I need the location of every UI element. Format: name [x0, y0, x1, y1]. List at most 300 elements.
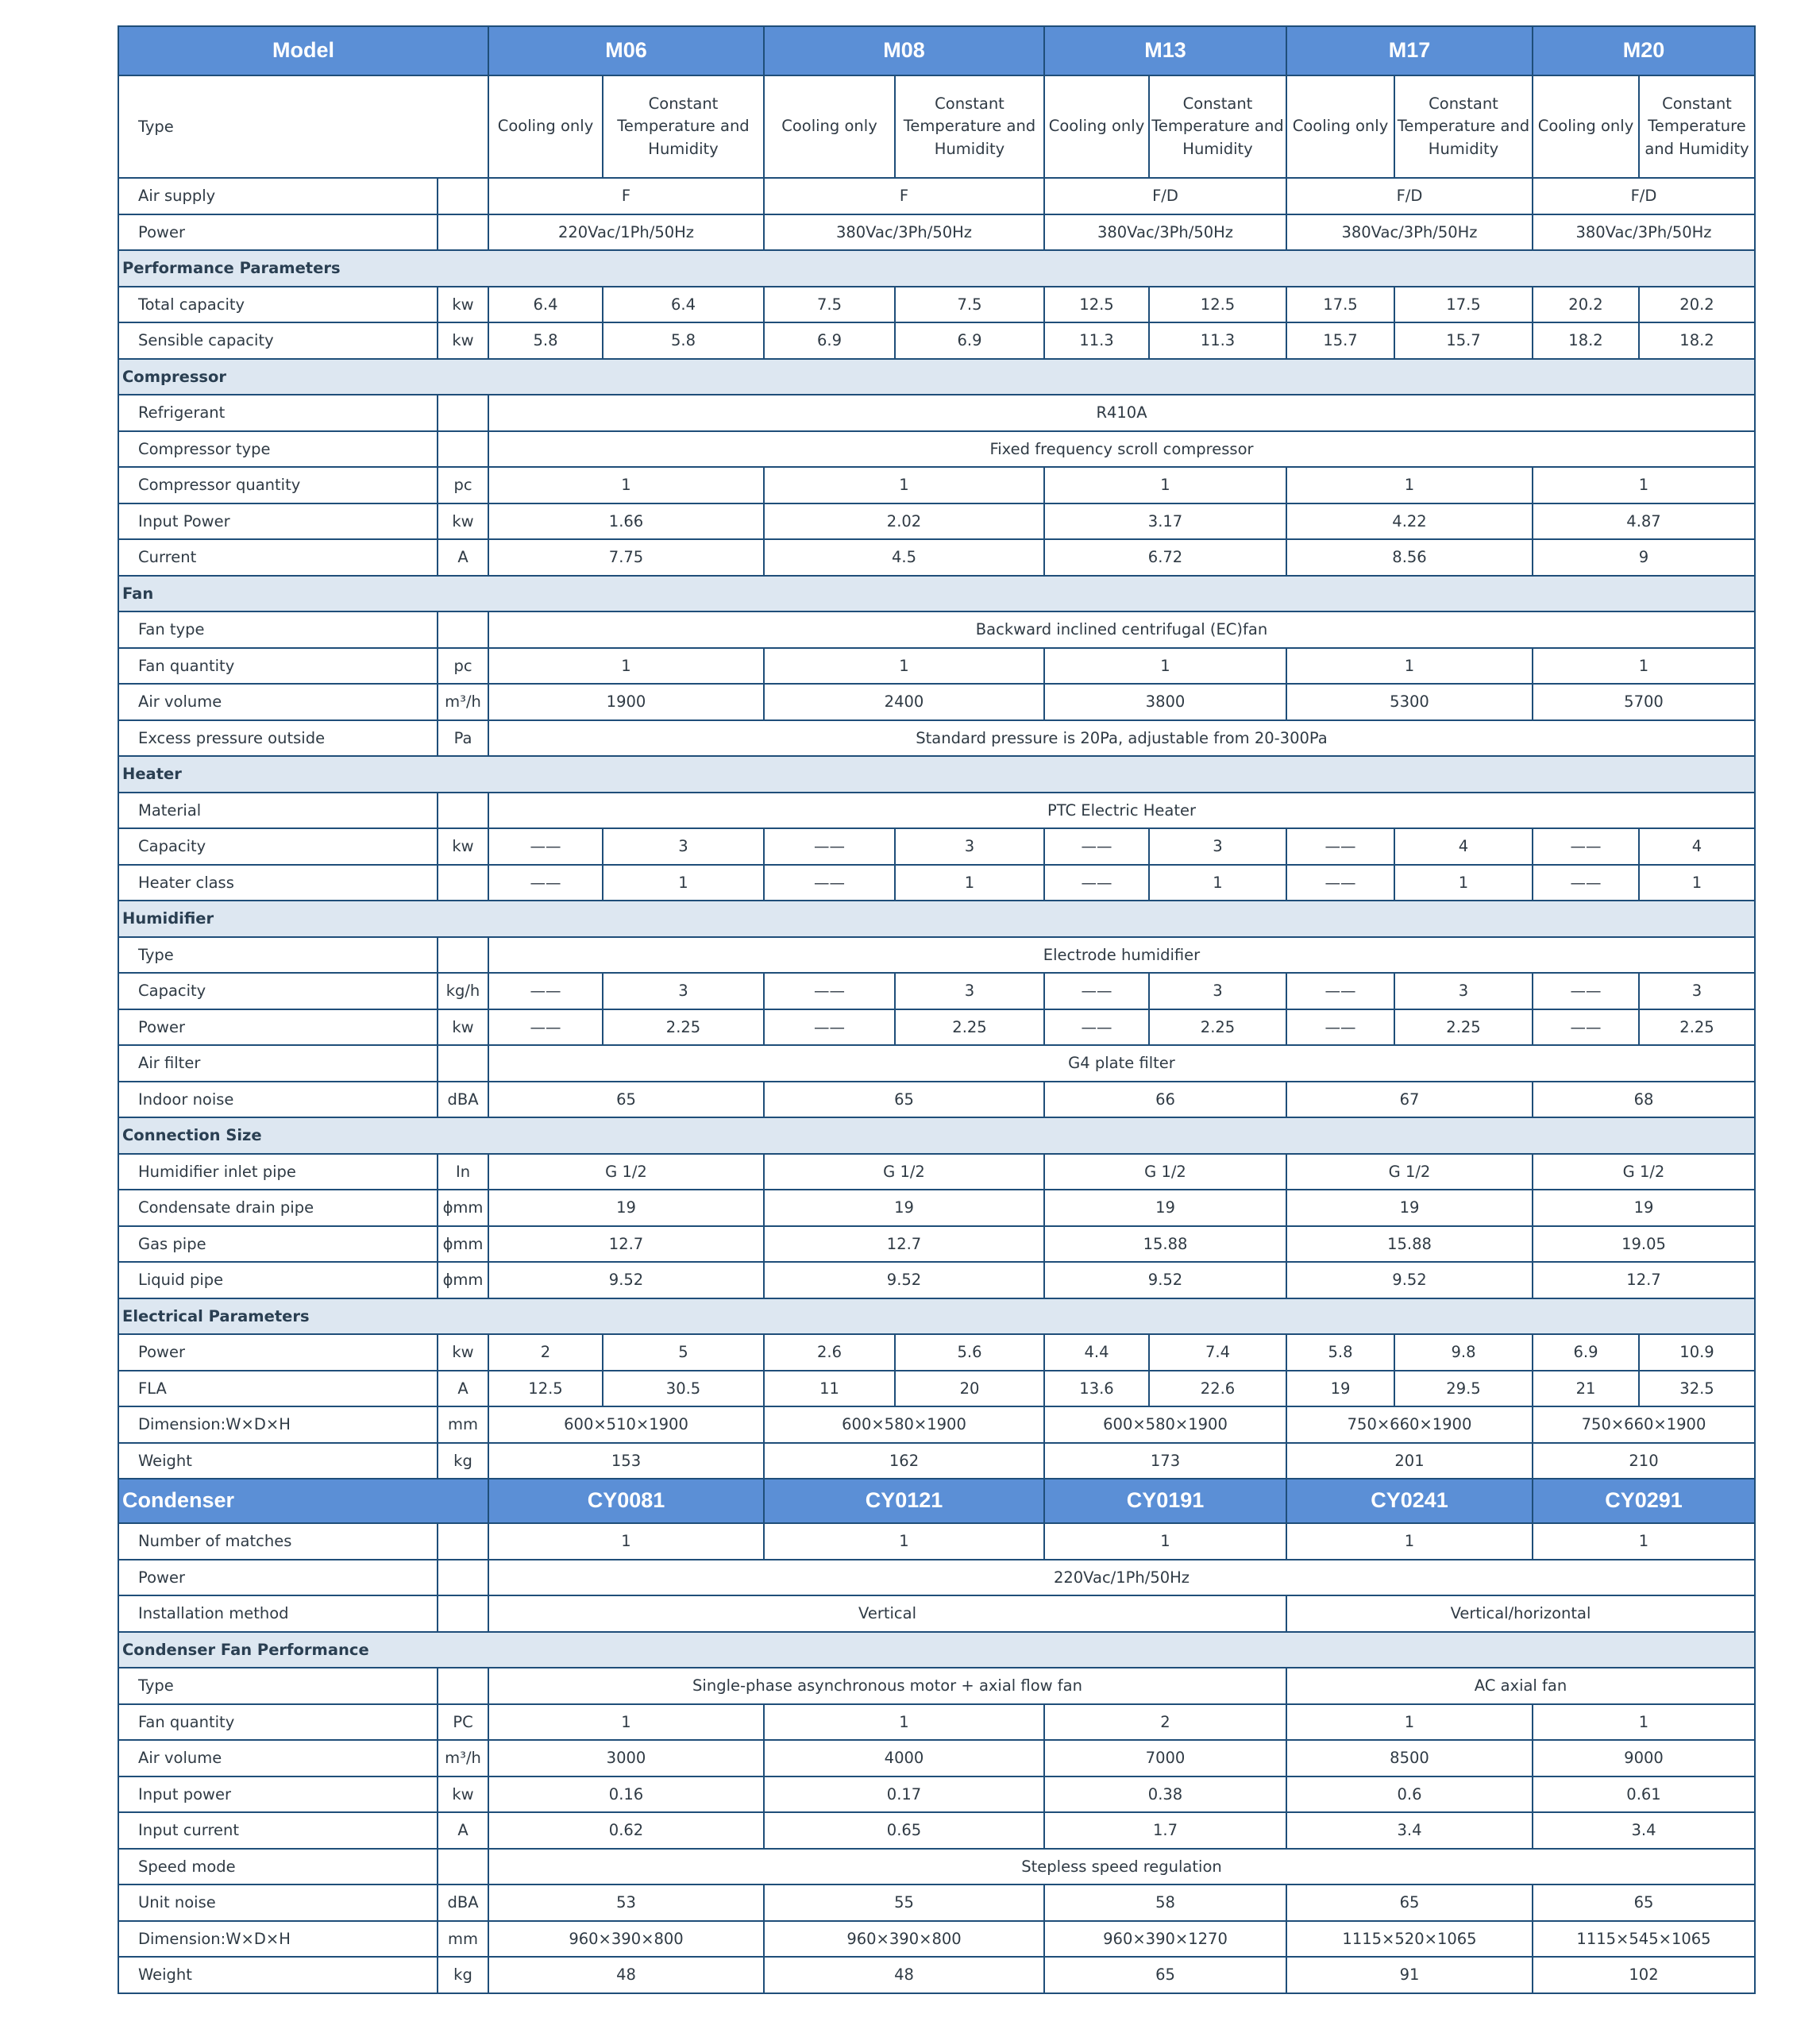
type-constant-temp-humidity: Constant Temperature and Humidity	[1394, 75, 1533, 178]
row-label: Condensate drain pipe	[118, 1190, 438, 1226]
value-cell: 8500	[1286, 1740, 1533, 1776]
row-unit	[438, 395, 488, 431]
value-cell-cooling: ——	[1286, 828, 1394, 865]
row-unit: kw	[438, 287, 488, 323]
value-cell: 68	[1533, 1082, 1755, 1118]
value-cell: 1.66	[488, 503, 764, 540]
section-header: Condenser Fan Performance	[118, 1632, 1755, 1668]
type-constant-temp-humidity: Constant Temperature and Humidity	[603, 75, 764, 178]
value-cell: 9.52	[764, 1262, 1044, 1298]
table-row	[118, 26, 1755, 75]
spec-table-body	[118, 26, 1755, 1993]
value-cell-constant: 32.5	[1639, 1371, 1755, 1407]
table-row	[118, 503, 1755, 540]
value-cell: 1	[1044, 1523, 1286, 1560]
value-cell: 750×660×1900	[1533, 1406, 1755, 1443]
value-cell-cooling: ——	[764, 865, 895, 901]
row-unit: In	[438, 1154, 488, 1190]
value-cell-constant: 22.6	[1149, 1371, 1286, 1407]
value-cell-constant: 29.5	[1394, 1371, 1533, 1407]
value-cell-cooling: 7.5	[764, 287, 895, 323]
row-unit: kg/h	[438, 973, 488, 1009]
value-cell: 65	[1286, 1884, 1533, 1921]
value-cell: F/D	[1533, 178, 1755, 214]
value-cell-cooling: 4.4	[1044, 1334, 1149, 1371]
value-cell-all: Stepless speed regulation	[488, 1849, 1755, 1885]
value-cell: G 1/2	[1286, 1154, 1533, 1190]
value-cell: 1	[764, 1704, 1044, 1741]
value-cell: 4000	[764, 1740, 1044, 1776]
row-label: Type	[118, 75, 488, 178]
value-cell: 65	[1044, 1957, 1286, 1993]
value-cell: 1115×545×1065	[1533, 1921, 1755, 1958]
table-row	[118, 1704, 1755, 1741]
row-unit: kg	[438, 1957, 488, 1993]
table-row	[118, 1082, 1755, 1118]
value-cell: 960×390×800	[488, 1921, 764, 1958]
value-cell: 3.4	[1533, 1812, 1755, 1849]
value-cell: 1	[764, 1523, 1044, 1560]
row-label: FLA	[118, 1371, 438, 1407]
row-label: Speed mode	[118, 1849, 438, 1885]
row-label: Refrigerant	[118, 395, 438, 431]
row-label: Power	[118, 1560, 438, 1596]
value-cell: 9.52	[1286, 1262, 1533, 1298]
table-row	[118, 1443, 1755, 1479]
type-constant-temp-humidity: Constant Temperature and Humidity	[1639, 75, 1755, 178]
table-row	[118, 75, 1755, 178]
value-cell-constant: 6.4	[603, 287, 764, 323]
value-cell: 4.5	[764, 539, 1044, 576]
section-header: Heater	[118, 756, 1755, 793]
row-label: Total capacity	[118, 287, 438, 323]
value-cell-constant: 5.8	[603, 322, 764, 359]
value-cell: 5700	[1533, 684, 1755, 720]
model-header-m20: M20	[1533, 26, 1755, 75]
value-cell-cooling: 11.3	[1044, 322, 1149, 359]
value-cell-all: Standard pressure is 20Pa, adjustable from 20-300Pa	[488, 720, 1755, 757]
value-cell-cooling: 15.7	[1286, 322, 1394, 359]
row-label: Air volume	[118, 684, 438, 720]
section-header: Fan	[118, 576, 1755, 612]
value-cell: 4.22	[1286, 503, 1533, 540]
value-cell-cooling: ——	[488, 973, 603, 1009]
table-row	[118, 1595, 1755, 1632]
table-row	[118, 1740, 1755, 1776]
value-cell: 173	[1044, 1443, 1286, 1479]
value-cell-cooling: 18.2	[1533, 322, 1639, 359]
table-row	[118, 214, 1755, 251]
table-row	[118, 178, 1755, 214]
type-cooling-only: Cooling only	[1286, 75, 1394, 178]
value-cell-constant: 1	[1149, 865, 1286, 901]
row-label: Material	[118, 793, 438, 829]
value-cell: 12.7	[1533, 1262, 1755, 1298]
row-label: Humidifier inlet pipe	[118, 1154, 438, 1190]
row-label: Weight	[118, 1957, 438, 1993]
value-cell-group: AC axial fan	[1286, 1668, 1755, 1704]
condenser-header-label: Condenser	[118, 1479, 488, 1523]
table-row	[118, 539, 1755, 576]
table-row	[118, 1479, 1755, 1523]
value-cell: 3000	[488, 1740, 764, 1776]
value-cell-constant: 3	[1149, 973, 1286, 1009]
value-cell-constant: 18.2	[1639, 322, 1755, 359]
value-cell: 600×580×1900	[764, 1406, 1044, 1443]
row-unit: dBA	[438, 1082, 488, 1118]
table-row	[118, 1776, 1755, 1813]
table-row	[118, 1009, 1755, 1046]
row-label: Capacity	[118, 973, 438, 1009]
value-cell: 1	[1286, 1523, 1533, 1560]
value-cell-cooling: 5.8	[488, 322, 603, 359]
value-cell-all: Fixed frequency scroll compressor	[488, 431, 1755, 468]
row-label: Gas pipe	[118, 1226, 438, 1263]
value-cell: 7000	[1044, 1740, 1286, 1776]
value-cell: 9.52	[1044, 1262, 1286, 1298]
row-label: Air filter	[118, 1045, 438, 1082]
condenser-header-cy0081: CY0081	[488, 1479, 764, 1523]
row-label: Heater class	[118, 865, 438, 901]
value-cell-cooling: ——	[1533, 865, 1639, 901]
table-row	[118, 250, 1755, 287]
table-row	[118, 1632, 1755, 1668]
table-row	[118, 1117, 1755, 1154]
value-cell-all: PTC Electric Heater	[488, 793, 1755, 829]
value-cell-constant: 30.5	[603, 1371, 764, 1407]
row-unit: Pa	[438, 720, 488, 757]
section-header: Performance Parameters	[118, 250, 1755, 287]
row-unit: m³/h	[438, 684, 488, 720]
value-cell: G 1/2	[764, 1154, 1044, 1190]
value-cell: 0.17	[764, 1776, 1044, 1813]
section-header: Compressor	[118, 359, 1755, 395]
value-cell-constant: 1	[1394, 865, 1533, 901]
value-cell-cooling: ——	[488, 1009, 603, 1046]
row-unit	[438, 793, 488, 829]
value-cell-cooling: ——	[1286, 1009, 1394, 1046]
value-cell: 67	[1286, 1082, 1533, 1118]
value-cell-cooling: 20.2	[1533, 287, 1639, 323]
value-cell: 1	[1286, 1704, 1533, 1741]
value-cell: 0.62	[488, 1812, 764, 1849]
value-cell: 1	[764, 648, 1044, 685]
row-unit	[438, 1523, 488, 1560]
row-label: Fan quantity	[118, 648, 438, 685]
value-cell-cooling: 6.4	[488, 287, 603, 323]
table-row	[118, 793, 1755, 829]
value-cell-cooling: 6.9	[1533, 1334, 1639, 1371]
value-cell: G 1/2	[1044, 1154, 1286, 1190]
value-cell-group: Single-phase asynchronous motor + axial flow fan	[488, 1668, 1286, 1704]
value-cell: 66	[1044, 1082, 1286, 1118]
row-label: Power	[118, 1334, 438, 1371]
value-cell-all: G4 plate filter	[488, 1045, 1755, 1082]
row-unit	[438, 611, 488, 648]
value-cell: 960×390×1270	[1044, 1921, 1286, 1958]
table-row	[118, 395, 1755, 431]
value-cell: 3.17	[1044, 503, 1286, 540]
section-header: Connection Size	[118, 1117, 1755, 1154]
table-row	[118, 287, 1755, 323]
value-cell-constant: 20	[895, 1371, 1044, 1407]
row-unit: kw	[438, 1334, 488, 1371]
value-cell: 9.52	[488, 1262, 764, 1298]
value-cell-cooling: 2	[488, 1334, 603, 1371]
value-cell-constant: 20.2	[1639, 287, 1755, 323]
row-unit: kw	[438, 503, 488, 540]
row-unit	[438, 178, 488, 214]
row-label: Excess pressure outside	[118, 720, 438, 757]
row-unit: mm	[438, 1406, 488, 1443]
value-cell-constant: 3	[895, 973, 1044, 1009]
value-cell: 5300	[1286, 684, 1533, 720]
row-unit	[438, 1560, 488, 1596]
value-cell: 1	[488, 1523, 764, 1560]
value-cell-constant: 3	[1394, 973, 1533, 1009]
row-unit: m³/h	[438, 1740, 488, 1776]
table-row	[118, 756, 1755, 793]
condenser-header-cy0121: CY0121	[764, 1479, 1044, 1523]
row-label: Fan type	[118, 611, 438, 648]
value-cell: 1	[1533, 1704, 1755, 1741]
value-cell: 220Vac/1Ph/50Hz	[488, 214, 764, 251]
value-cell: 750×660×1900	[1286, 1406, 1533, 1443]
value-cell: 7.75	[488, 539, 764, 576]
section-header: Humidifier	[118, 901, 1755, 937]
row-unit: mm	[438, 1921, 488, 1958]
table-row	[118, 359, 1755, 395]
row-unit: kw	[438, 1776, 488, 1813]
row-label: Sensible capacity	[118, 322, 438, 359]
value-cell: 2	[1044, 1704, 1286, 1741]
value-cell-constant: 10.9	[1639, 1334, 1755, 1371]
row-unit: kw	[438, 1009, 488, 1046]
value-cell: 102	[1533, 1957, 1755, 1993]
value-cell: F	[764, 178, 1044, 214]
spec-table	[118, 25, 1756, 1994]
value-cell-constant: 4	[1639, 828, 1755, 865]
value-cell: 1	[1044, 648, 1286, 685]
row-label: Liquid pipe	[118, 1262, 438, 1298]
row-unit	[438, 865, 488, 901]
table-row	[118, 1812, 1755, 1849]
value-cell-cooling: 5.8	[1286, 1334, 1394, 1371]
type-cooling-only: Cooling only	[1533, 75, 1639, 178]
table-row	[118, 576, 1755, 612]
value-cell: 380Vac/3Ph/50Hz	[1286, 214, 1533, 251]
value-cell: 19	[1044, 1190, 1286, 1226]
value-cell: 1	[488, 1704, 764, 1741]
table-row	[118, 1190, 1755, 1226]
table-row	[118, 648, 1755, 685]
value-cell: 58	[1044, 1884, 1286, 1921]
value-cell: 1	[488, 648, 764, 685]
value-cell: 0.16	[488, 1776, 764, 1813]
row-unit: A	[438, 539, 488, 576]
value-cell: 19	[1533, 1190, 1755, 1226]
value-cell: 1	[1533, 467, 1755, 503]
table-row	[118, 1045, 1755, 1082]
value-cell: 12.7	[488, 1226, 764, 1263]
value-cell: 162	[764, 1443, 1044, 1479]
value-cell-cooling: 21	[1533, 1371, 1639, 1407]
value-cell: 3.4	[1286, 1812, 1533, 1849]
value-cell-all: Backward inclined centrifugal (EC)fan	[488, 611, 1755, 648]
type-cooling-only: Cooling only	[1044, 75, 1149, 178]
row-unit: ϕmm	[438, 1262, 488, 1298]
table-row	[118, 1298, 1755, 1335]
value-cell: 1	[488, 467, 764, 503]
value-cell-group: Vertical/horizontal	[1286, 1595, 1755, 1632]
value-cell: 1	[1286, 648, 1533, 685]
row-unit: A	[438, 1371, 488, 1407]
value-cell-constant: 3	[603, 828, 764, 865]
value-cell-cooling: 6.9	[764, 322, 895, 359]
value-cell: 53	[488, 1884, 764, 1921]
table-row	[118, 1668, 1755, 1704]
value-cell-constant: 3	[895, 828, 1044, 865]
row-unit	[438, 214, 488, 251]
row-label: Dimension:W×D×H	[118, 1921, 438, 1958]
table-row	[118, 937, 1755, 974]
row-label: Input current	[118, 1812, 438, 1849]
value-cell: G 1/2	[488, 1154, 764, 1190]
value-cell: 6.72	[1044, 539, 1286, 576]
table-row	[118, 1560, 1755, 1596]
row-label: Power	[118, 1009, 438, 1046]
value-cell: 19	[1286, 1190, 1533, 1226]
row-unit: pc	[438, 648, 488, 685]
value-cell-constant: 3	[1149, 828, 1286, 865]
type-cooling-only: Cooling only	[488, 75, 603, 178]
value-cell-cooling: ——	[764, 828, 895, 865]
value-cell: 19	[764, 1190, 1044, 1226]
value-cell-group: Vertical	[488, 1595, 1286, 1632]
row-label: Fan quantity	[118, 1704, 438, 1741]
value-cell-all: R410A	[488, 395, 1755, 431]
value-cell-constant: 2.25	[1639, 1009, 1755, 1046]
value-cell-cooling: ——	[1533, 1009, 1639, 1046]
type-constant-temp-humidity: Constant Temperature and Humidity	[1149, 75, 1286, 178]
value-cell: 65	[1533, 1884, 1755, 1921]
value-cell: 600×580×1900	[1044, 1406, 1286, 1443]
table-row	[118, 1523, 1755, 1560]
row-label: Installation method	[118, 1595, 438, 1632]
value-cell-all: Electrode humidifier	[488, 937, 1755, 974]
row-label: Type	[118, 1668, 438, 1704]
table-row	[118, 1371, 1755, 1407]
value-cell: 48	[764, 1957, 1044, 1993]
value-cell: 1	[1533, 1523, 1755, 1560]
value-cell-cooling: ——	[1044, 828, 1149, 865]
row-label: Indoor noise	[118, 1082, 438, 1118]
row-unit: PC	[438, 1704, 488, 1741]
table-row	[118, 720, 1755, 757]
value-cell-constant: 1	[603, 865, 764, 901]
value-cell-constant: 15.7	[1394, 322, 1533, 359]
table-row	[118, 684, 1755, 720]
value-cell: 15.88	[1286, 1226, 1533, 1263]
value-cell: 65	[764, 1082, 1044, 1118]
table-row	[118, 1849, 1755, 1885]
value-cell: F	[488, 178, 764, 214]
value-cell: 1	[1286, 467, 1533, 503]
value-cell-cooling: 12.5	[488, 1371, 603, 1407]
value-cell: 48	[488, 1957, 764, 1993]
value-cell-constant: 1	[895, 865, 1044, 901]
value-cell-cooling: ——	[1286, 973, 1394, 1009]
table-row	[118, 1226, 1755, 1263]
row-label: Input power	[118, 1776, 438, 1813]
value-cell: 8.56	[1286, 539, 1533, 576]
table-row	[118, 1334, 1755, 1371]
value-cell: 1115×520×1065	[1286, 1921, 1533, 1958]
model-header-m13: M13	[1044, 26, 1286, 75]
value-cell: 19	[488, 1190, 764, 1226]
value-cell: 1	[1044, 467, 1286, 503]
value-cell-cooling: 11	[764, 1371, 895, 1407]
value-cell-cooling: ——	[1044, 1009, 1149, 1046]
value-cell: 153	[488, 1443, 764, 1479]
table-row	[118, 901, 1755, 937]
table-row	[118, 611, 1755, 648]
value-cell: F/D	[1286, 178, 1533, 214]
row-unit: A	[438, 1812, 488, 1849]
row-unit	[438, 937, 488, 974]
section-header: Electrical Parameters	[118, 1298, 1755, 1335]
value-cell: 15.88	[1044, 1226, 1286, 1263]
row-label: Number of matches	[118, 1523, 438, 1560]
value-cell: 380Vac/3Ph/50Hz	[1533, 214, 1755, 251]
model-header-m06: M06	[488, 26, 764, 75]
value-cell: 12.7	[764, 1226, 1044, 1263]
row-label: Air supply	[118, 178, 438, 214]
table-row	[118, 1884, 1755, 1921]
value-cell-cooling: ——	[1286, 865, 1394, 901]
row-label: Dimension:W×D×H	[118, 1406, 438, 1443]
value-cell-cooling: 19	[1286, 1371, 1394, 1407]
value-cell-constant: 7.4	[1149, 1334, 1286, 1371]
table-row	[118, 431, 1755, 468]
value-cell-cooling: 17.5	[1286, 287, 1394, 323]
value-cell-constant: 4	[1394, 828, 1533, 865]
value-cell-cooling: ——	[1044, 973, 1149, 1009]
value-cell-cooling: 2.6	[764, 1334, 895, 1371]
value-cell-constant: 1	[1639, 865, 1755, 901]
model-header-m17: M17	[1286, 26, 1533, 75]
table-row	[118, 1406, 1755, 1443]
value-cell: 1	[1533, 648, 1755, 685]
value-cell-constant: 6.9	[895, 322, 1044, 359]
value-cell-cooling: ——	[764, 1009, 895, 1046]
value-cell: G 1/2	[1533, 1154, 1755, 1190]
table-row	[118, 1957, 1755, 1993]
table-row	[118, 973, 1755, 1009]
value-cell: 55	[764, 1884, 1044, 1921]
table-row	[118, 467, 1755, 503]
value-cell-constant: 9.8	[1394, 1334, 1533, 1371]
table-row	[118, 828, 1755, 865]
value-cell: 91	[1286, 1957, 1533, 1993]
value-cell: F/D	[1044, 178, 1286, 214]
value-cell: 380Vac/3Ph/50Hz	[1044, 214, 1286, 251]
type-cooling-only: Cooling only	[764, 75, 895, 178]
table-row	[118, 1262, 1755, 1298]
table-row	[118, 1921, 1755, 1958]
table-row	[118, 322, 1755, 359]
value-cell-constant: 5	[603, 1334, 764, 1371]
